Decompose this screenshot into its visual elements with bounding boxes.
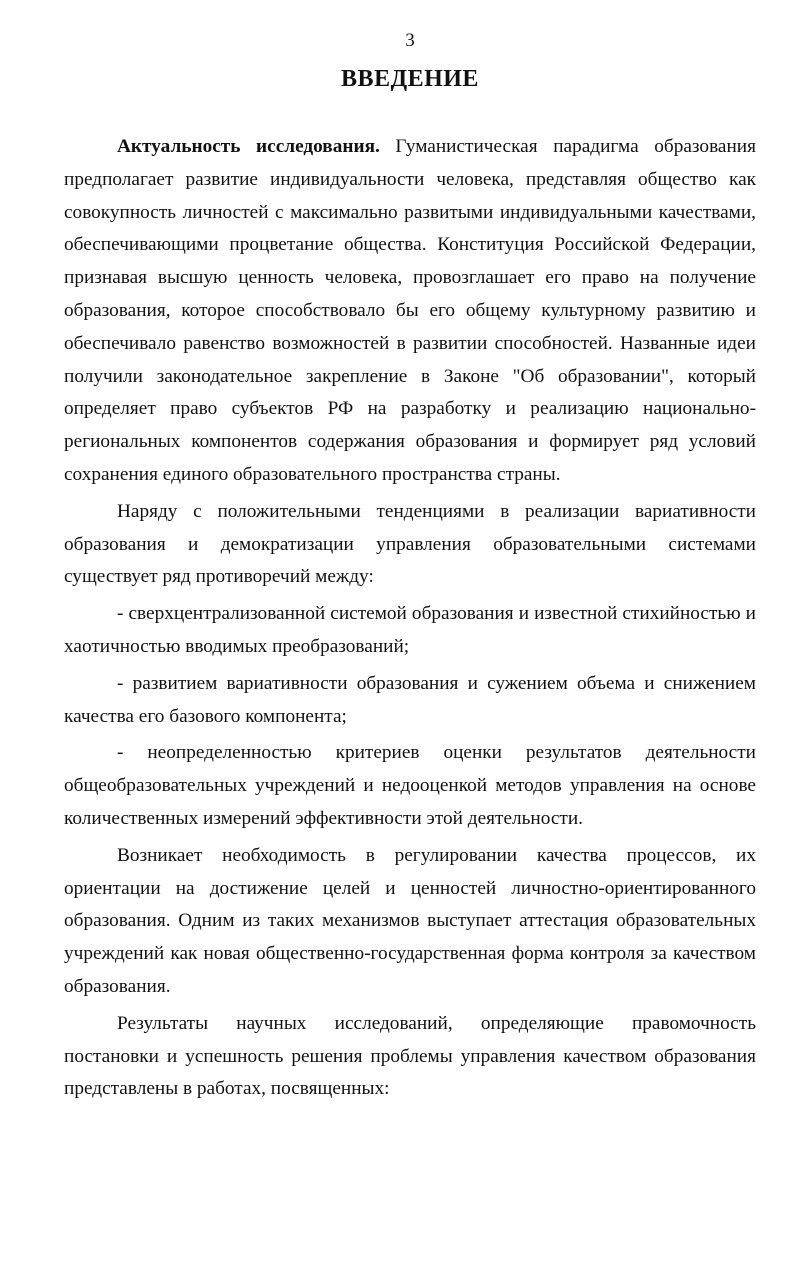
body-text bbox=[64, 131, 756, 1110]
list-item: - сверхцентрализованной системой образования и известной стихийностью и хаотичностью вводимых преобразований; bbox=[64, 603, 756, 657]
page-number: 3 bbox=[405, 30, 415, 51]
list-item: - развитием вариативности образования и сужением объема и снижением качества его базового компонента; bbox=[64, 672, 756, 727]
paragraph-text: Гуманистическая парадигма образования предполагает развитие индивидуальности человека, представляя общество как совокупность личностей с максимально развитыми индивидуальными качествами, обеспечивающими процветание общества. Конституция Российской Федерации, признавая высшую ценность человека, провозглашает его право на получение образования, которое способствовало бы его общему культурному развитию и обеспечивало равенство возможностей в развитии способностей. Названные идеи получили законодательное закрепление в Законе "Об образовании", который определяет право субъектов РФ на разработку и реализацию национально-региональных компонентов содержания образования и формирует ряд условий сохранения единого образовательного пространства страны. bbox=[64, 136, 756, 485]
list-item: - неопределенностью критериев оценки результатов деятельности общеобразовательных учреждений и недооценкой методов управления на основе количественных измерений эффективности этой деятельности. bbox=[64, 742, 756, 829]
paragraph-lead: Актуальность исследования. bbox=[117, 136, 380, 157]
paragraph-contradictions: Наряду с положительными тенденциями в реализации вариативности образования и демократизации управления образовательными системами существует ряд противоречий между: bbox=[64, 500, 756, 588]
paragraph-relevance bbox=[64, 131, 756, 492]
paragraph-necessity: Возникает необходимость в регулировании качества процессов, их ориентации на достижение целей и ценностей личностно-ориентированного образования. Одним из таких механизмов выступает аттестация образовательных учреждений как новая общественно-государственная форма контроля за качеством образования. bbox=[64, 844, 756, 997]
paragraph-research-results: Результаты научных исследований, определяющие правомочность постановки и успешность решения проблемы управления качеством образования представлены в работах, посвященных: bbox=[64, 1012, 756, 1100]
section-heading: ВВЕДЕНИЕ bbox=[341, 66, 479, 92]
